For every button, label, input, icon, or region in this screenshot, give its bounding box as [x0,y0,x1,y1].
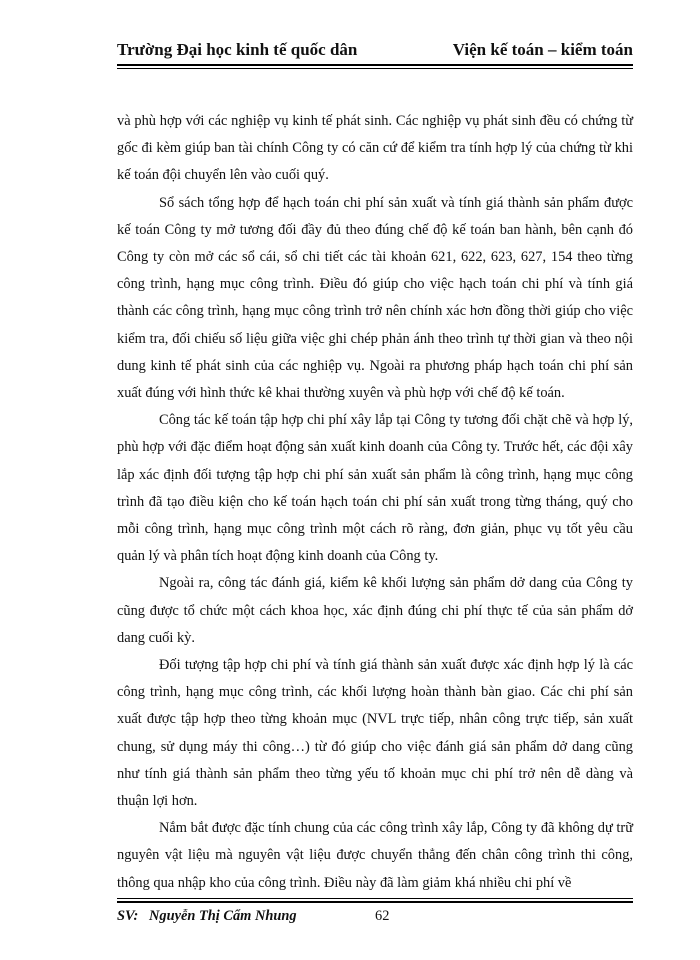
paragraph-2: Sổ sách tổng hợp để hạch toán chi phí sản xuất và tính giá thành sản phẩm được kế toán Công ty mở tương đối đầy đủ theo đúng chế độ kế toán ban hành, bên cạnh đó Công ty còn mở các sổ cái, sổ chi tiết các tài khoản 621, 622, 623, 627, 154 theo từng công trình, hạng mục công trình. Điều đó giúp cho việc hạch toán chi phí và tính giá thành các công trình, hạng mục công trình trở nên chính xác hơn đồng thời giúp cho việc kiểm tra, đối chiếu số liệu giữa việc ghi chép phản ánh theo trình tự thời gian và theo nội dung kinh tế phát sinh của các nghiệp vụ. Ngoài ra phương pháp hạch toán chi phí sản xuất đúng với hình thức kê khai thường xuyên và phù hợp với chế độ kế toán. [117,194,633,402]
page-number: 62 [375,908,390,924]
header-institute: Viện kế toán – kiểm toán [452,40,633,59]
footer-sv-label: SV: [117,908,139,924]
body-text [117,108,633,897]
header-university: Trường Đại học kinh tế quốc dân [117,40,358,59]
paragraph-6: Nắm bắt được đặc tính chung của các công trình xây lắp, Công ty đã không dự trữ nguyên vật liệu mà nguyên vật liệu được chuyển thẳng đến chân công trình thi công, thông qua nhập kho của công trình. Điều này đã làm giảm khá nhiều chi phí về [117,820,633,891]
page-footer [117,903,633,931]
paragraph-1: và phù hợp với các nghiệp vụ kinh tế phát sinh. Các nghiệp vụ phát sinh đều có chứng từ gốc đi kèm giúp ban tài chính Công ty có căn cứ để kiểm tra tính hợp lý của chứng từ khi kế toán đội chuyển lên vào cuối quý. [117,113,633,184]
paragraph-5: Đối tượng tập hợp chi phí và tính giá thành sản xuất được xác định hợp lý là các công trình, hạng mục công trình, các khối lượng hoàn thành bàn giao. Các chi phí sản xuất được tập hợp theo từng khoản mục (NVL trực tiếp, nhân công trực tiếp, sản xuất chung, sử dụng máy thi công…) từ đó giúp cho việc đánh giá sản phẩm dở dang cũng như tính giá thành sản phẩm theo từng yếu tố khoản mục chi phí trở nên dễ dàng và thuận lợi hơn. [117,657,633,810]
paragraph-4: Ngoài ra, công tác đánh giá, kiểm kê khối lượng sản phẩm dở dang của Công ty cũng được tổ chức một cách khoa học, xác định đúng chi phí thực tế của sản phẩm dở dang cuối kỳ. [117,575,633,646]
header-rule [117,64,633,66]
header-rule-thin [117,68,633,69]
paragraph-3: Công tác kế toán tập hợp chi phí xây lắp tại Công ty tương đối chặt chẽ và hợp lý, phù hợp với đặc điểm hoạt động sản xuất kinh doanh của Công ty. Trước hết, các đội xây lắp xác định đối tượng tập hợp chi phí sản xuất sản phẩm là công trình, hạng mục công trình đã tạo điều kiện cho kế toán hạch toán chi phí sản xuất trong từng tháng, quý cho mỗi công trình, hạng mục công trình một cách rõ ràng, đơn giản, phục vụ tốt yêu cầu quản lý và phân tích hoạt động kinh doanh của Công ty. [117,412,633,565]
footer-author: Nguyễn Thị Cẩm Nhung [149,908,297,924]
footer-rule-thin [117,898,633,899]
page-header [117,36,633,66]
